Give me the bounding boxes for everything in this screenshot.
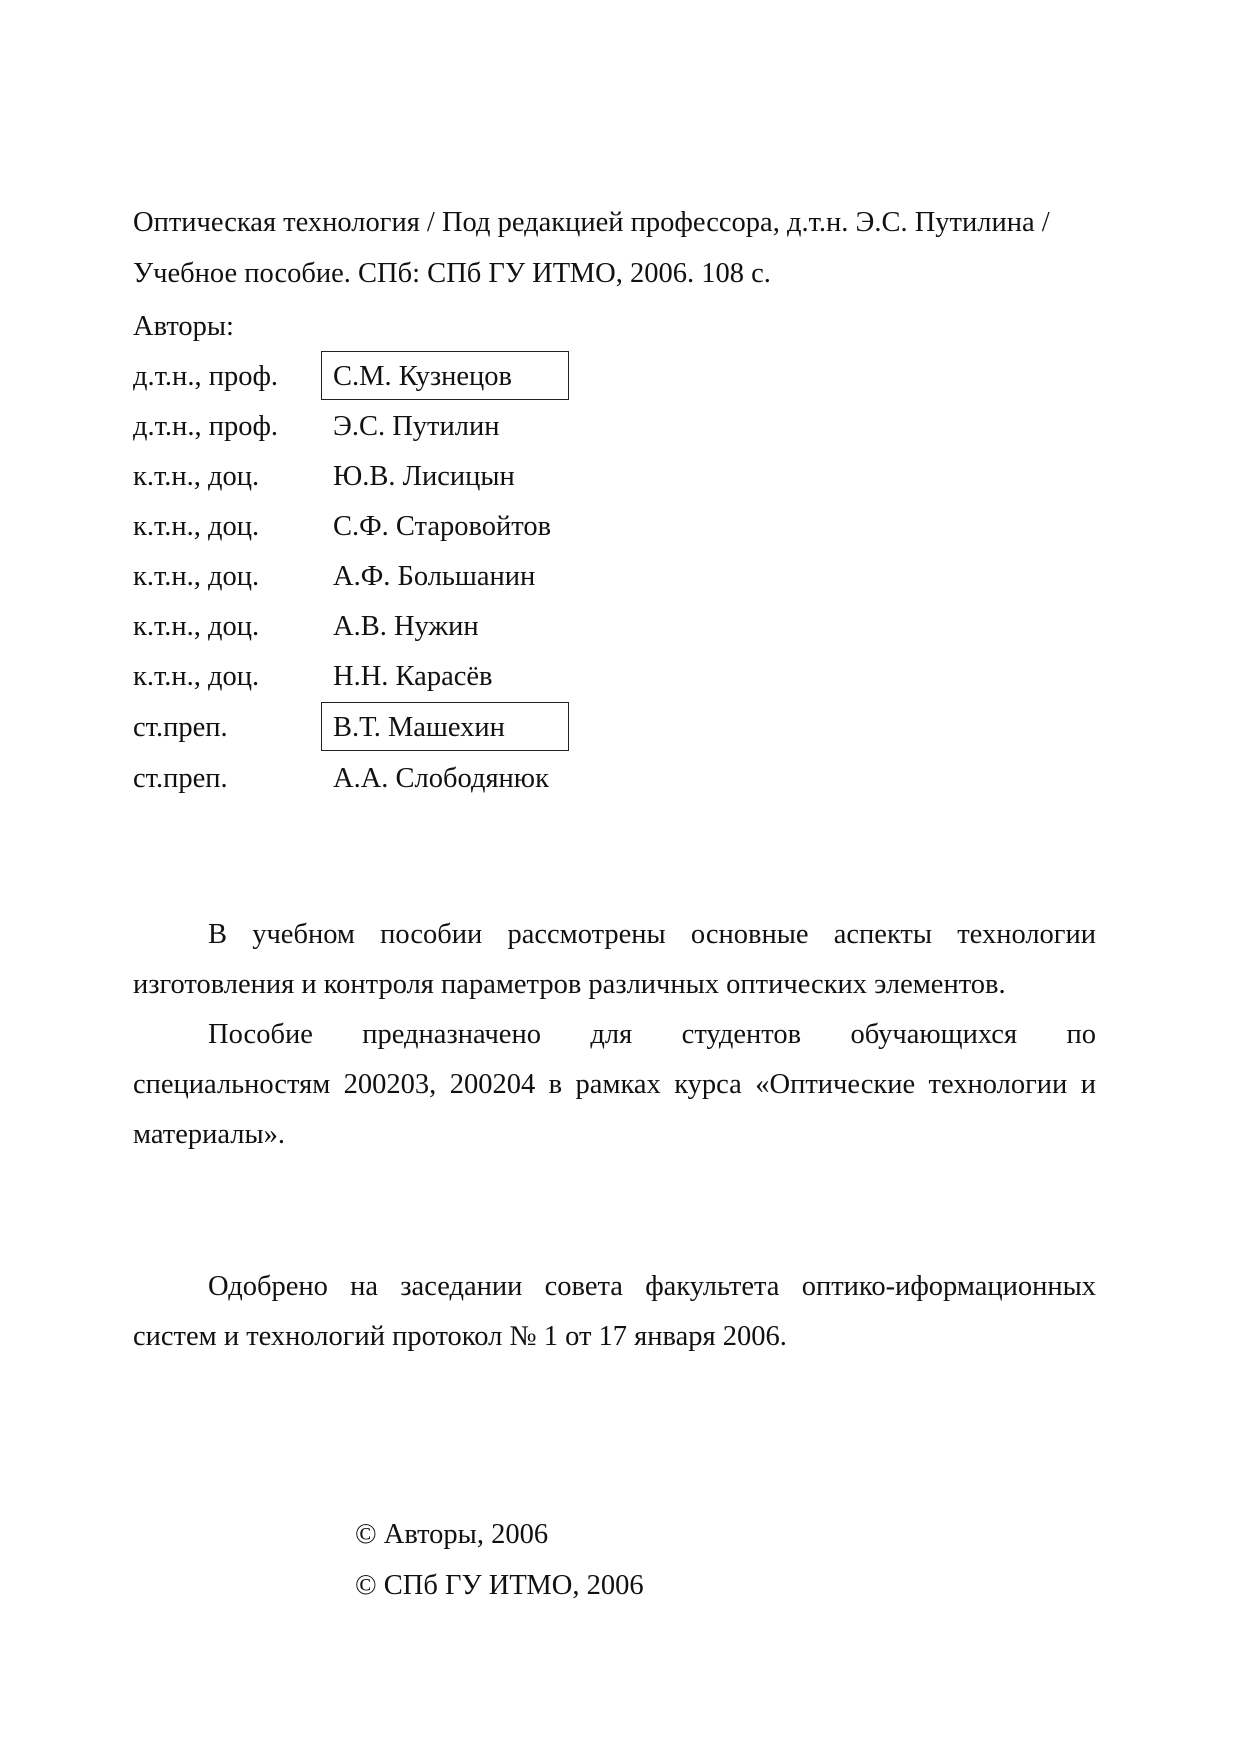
author-name: Н.Н. Карасёв — [333, 661, 493, 692]
author-degree: ст.преп. — [133, 763, 228, 794]
author-degree: к.т.н., доц. — [133, 511, 260, 542]
author-name: А.В. Нужин — [333, 611, 479, 642]
authors-heading: Авторы: — [133, 311, 234, 342]
author-name: С.Ф. Старовойтов — [333, 511, 552, 542]
author-row — [133, 410, 833, 460]
author-degree: д.т.н., проф. — [133, 411, 279, 442]
author-name: В.Т. Машехин — [333, 712, 505, 743]
author-degree: к.т.н., доц. — [133, 461, 260, 492]
approval-line: систем и технологий протокол № 1 от 17 января 2006. — [133, 1321, 787, 1352]
citation-line-2: Учебное пособие. СПб: СПб ГУ ИТМО, 2006. 108 с. — [133, 258, 771, 289]
copyright-authors: © Авторы, 2006 — [355, 1519, 549, 1550]
abstract-line: изготовления и контроля параметров различных оптических элементов. — [133, 969, 1006, 1000]
author-name: А.А. Слободянюк — [333, 763, 549, 794]
author-degree: д.т.н., проф. — [133, 361, 279, 392]
author-row — [133, 762, 833, 812]
author-name: Ю.В. Лисицын — [333, 461, 515, 492]
author-row — [133, 610, 833, 660]
author-degree: к.т.н., доц. — [133, 561, 260, 592]
author-row — [133, 560, 833, 610]
author-name: Э.С. Путилин — [333, 411, 500, 442]
author-degree: к.т.н., доц. — [133, 611, 260, 642]
author-name: А.Ф. Большанин — [333, 561, 536, 592]
abstract-line: специальностям 200203, 200204 в рамках курса «Оптические технологии и — [133, 1069, 1096, 1100]
author-row — [133, 510, 833, 560]
abstract-line: Пособие предназначено для студентов обучающихся по — [208, 1019, 1096, 1050]
author-row — [133, 460, 833, 510]
author-degree: ст.преп. — [133, 712, 228, 743]
abstract-line: В учебном пособии рассмотрены основные аспекты технологии — [208, 919, 1096, 950]
author-degree: к.т.н., доц. — [133, 661, 260, 692]
abstract-line: материалы». — [133, 1119, 286, 1150]
author-row — [133, 360, 833, 410]
author-row — [133, 711, 833, 761]
author-name: С.М. Кузнецов — [333, 361, 512, 392]
citation-line-1: Оптическая технология / Под редакцией профессора, д.т.н. Э.С. Путилина / — [133, 207, 1050, 238]
approval-line: Одобрено на заседании совета факультета оптико-иформационных — [208, 1271, 1096, 1302]
copyright-institution: © СПб ГУ ИТМО, 2006 — [355, 1570, 644, 1601]
